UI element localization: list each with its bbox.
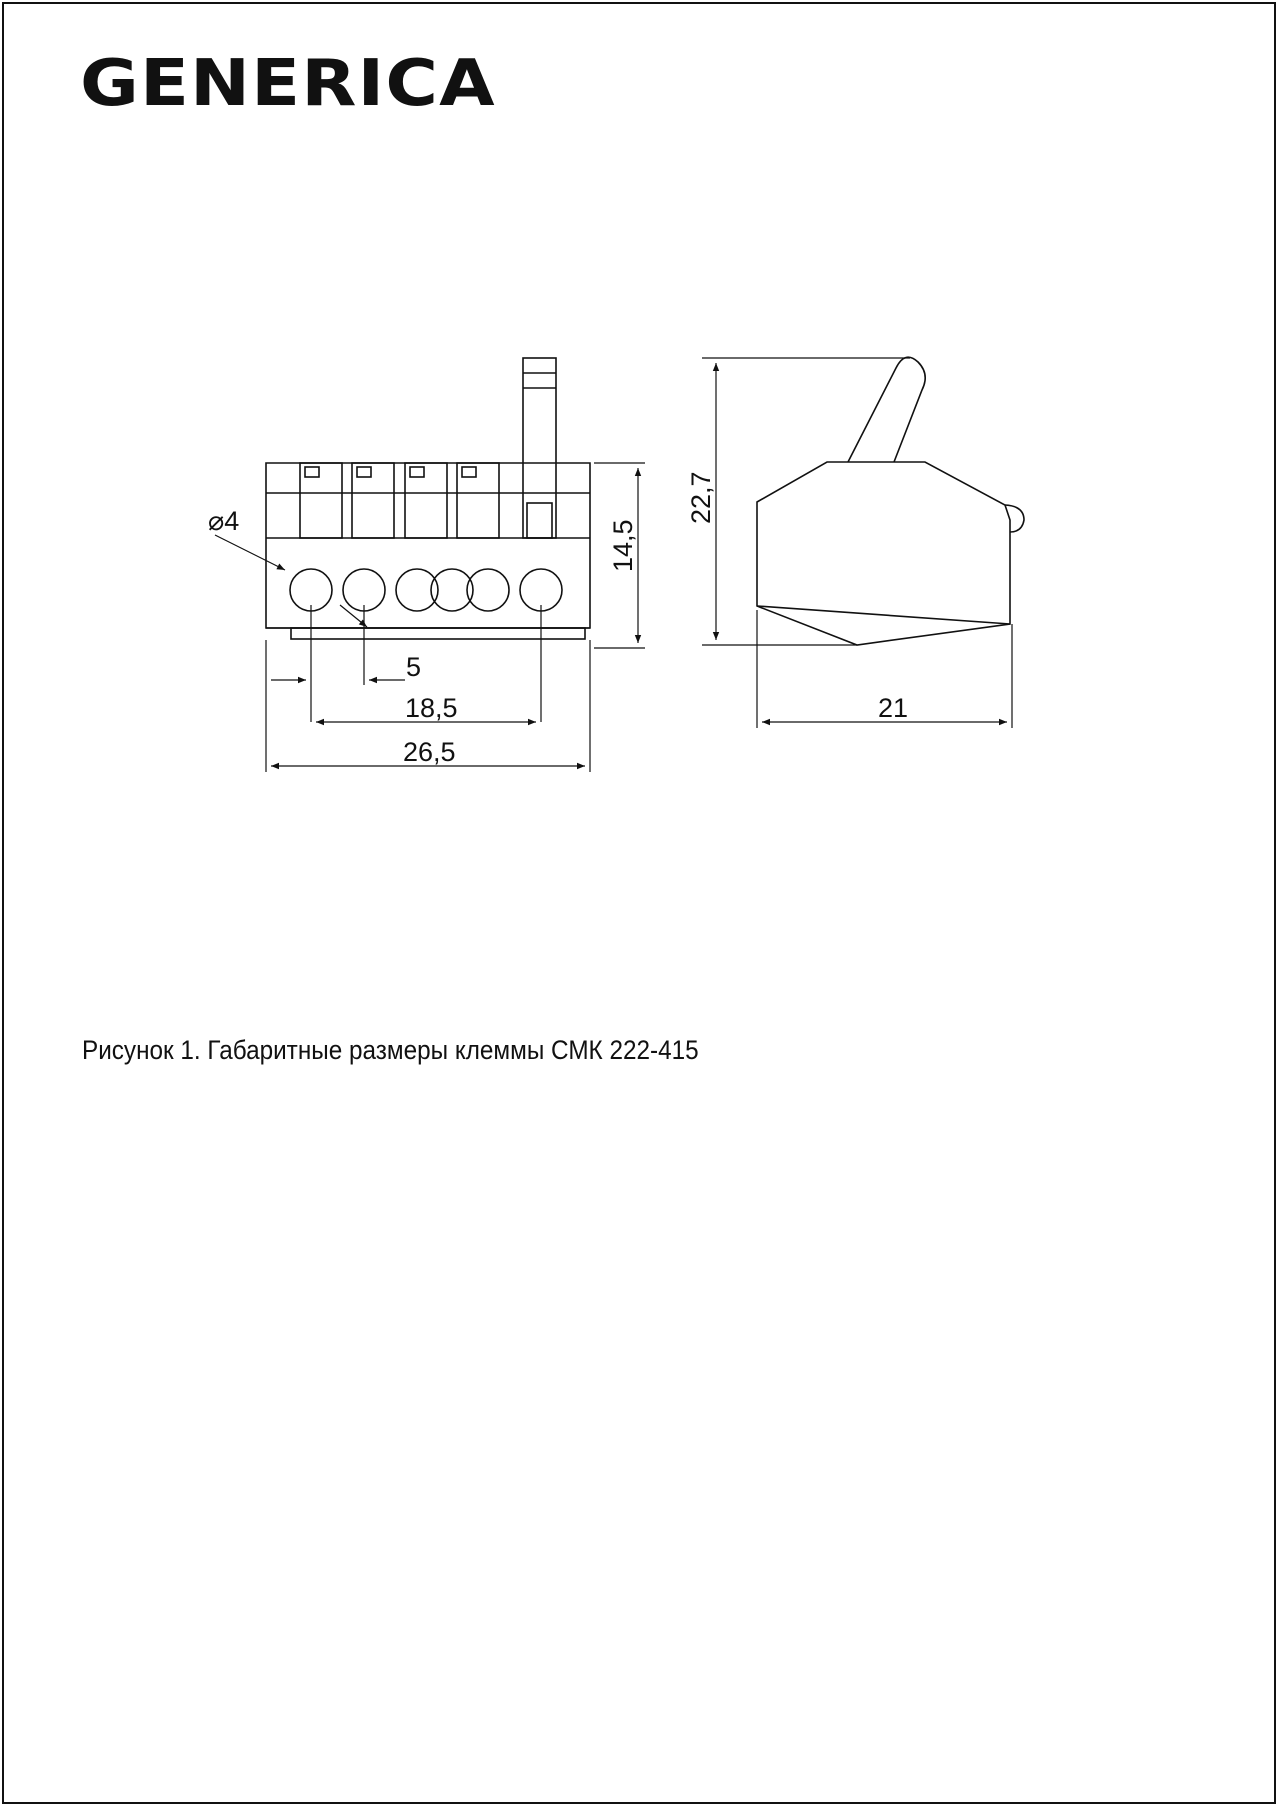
clamp-2 — [352, 463, 394, 538]
front-view — [266, 358, 590, 639]
hole-pitch-label: 5 — [406, 652, 422, 682]
wire-hole-5 — [520, 569, 562, 611]
side-view — [757, 357, 1024, 645]
figure-caption: Рисунок 1. Габаритные размеры клеммы СМК 222-415 — [82, 1035, 699, 1065]
front-dimensions — [215, 463, 645, 772]
clamp-3 — [405, 463, 447, 538]
clamp-4 — [457, 463, 499, 538]
diameter-label: ⌀4 — [208, 506, 240, 536]
body-height-label: 14,5 — [608, 519, 638, 572]
clamp-1 — [300, 463, 342, 538]
wire-hole-2 — [343, 569, 385, 611]
terminal-body-side — [757, 462, 1010, 645]
terminal-body-front — [266, 463, 590, 628]
side-dimensions — [702, 358, 1012, 728]
lever-front — [523, 358, 556, 538]
overall-height-label: 22,7 — [686, 471, 716, 524]
overall-width-label: 26,5 — [403, 737, 456, 767]
wire-hole-1 — [290, 569, 332, 611]
hole-span-label: 18,5 — [405, 693, 458, 723]
lever-side — [848, 357, 925, 462]
depth-label: 21 — [878, 693, 909, 723]
brand-logo: GENERICA — [80, 47, 496, 121]
